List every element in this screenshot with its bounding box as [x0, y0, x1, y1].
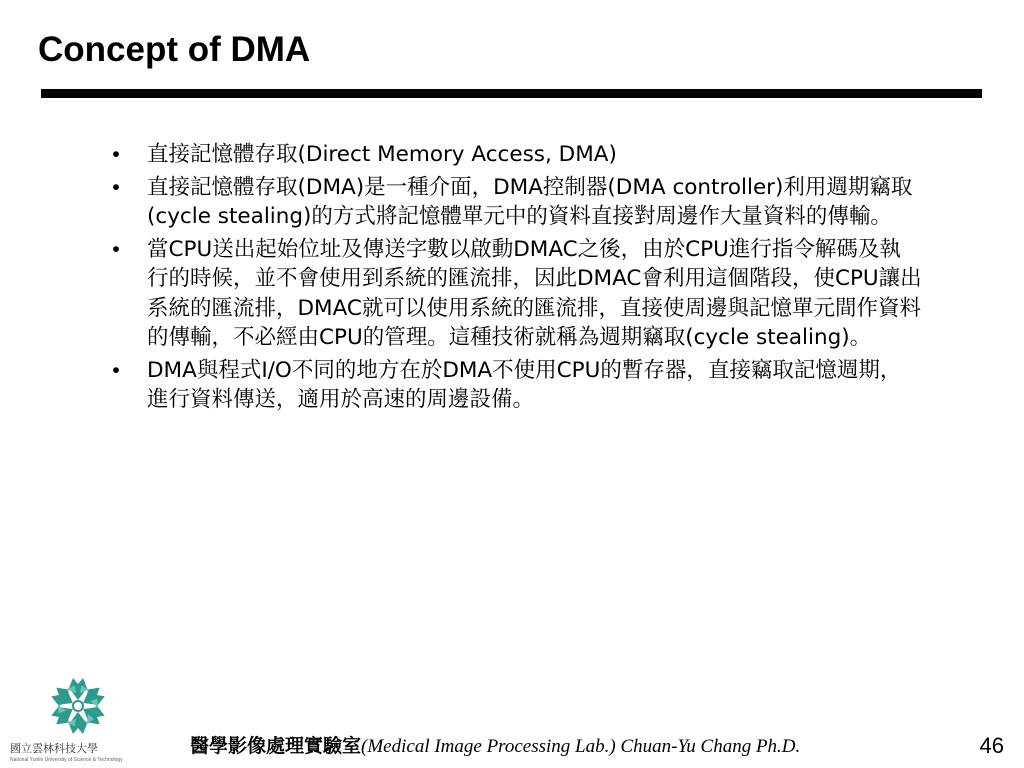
bullet-text: 直接記憶體存取(DMA)是一種介面，DMA控制器(DMA controller)利用週期竊取(cycle stealing)的方式將記憶體單元中的資料直接對周邊作大量資料的傳輸。: [147, 174, 913, 229]
bullet-dot-icon: •: [112, 142, 120, 166]
bullet-item: [0, 356, 922, 415]
bullet-text: 直接記憶體存取(Direct Memory Access, DMA): [147, 142, 617, 167]
bullet-dot-icon: •: [112, 357, 120, 382]
bullet-dot-icon: •: [112, 174, 120, 199]
university-name-english: National Yunlin University of Science & Technology: [10, 757, 123, 763]
footer-lab-credit: (Medical Image Processing Lab.) Chuan-Yu Chang Ph.D.: [361, 736, 801, 757]
bullet-text: 當CPU送出起始位址及傳送字數以啟動DMAC之後，由於CPU進行指令解碼及執行的時候，並不會使用到系統的匯流排，因此DMAC會利用這個階段，使CPU讓出系統的匯流排，DMAC就可以使用系統的匯流排，直接使周邊與記憶單元間作資料的傳輸，不必經由CPU的管理。這種技術就稱為週期竊取(cycle stealing)。: [147, 236, 922, 350]
footer-lab-name: 醫學影像處理實驗室: [190, 735, 362, 757]
slide-title: Concept of DMA: [38, 30, 311, 69]
bullet-list: [0, 140, 1024, 418]
bullet-item: [0, 235, 922, 353]
bullet-item: [0, 173, 922, 232]
university-name: 國立雲林科技大學: [10, 742, 98, 755]
bullet-text: DMA與程式I/O不同的地方在於DMA不使用CPU的暫存器，直接竊取記憶週期，進行資料傳送，適用於高速的周邊設備。: [147, 357, 902, 412]
title-divider: [41, 89, 982, 98]
footer-credit: [190, 733, 800, 760]
snowflake-logo-mark: [46, 678, 110, 734]
bullet-item: [0, 140, 922, 170]
page-number: 46: [979, 733, 1004, 758]
bullet-dot-icon: •: [112, 236, 120, 261]
